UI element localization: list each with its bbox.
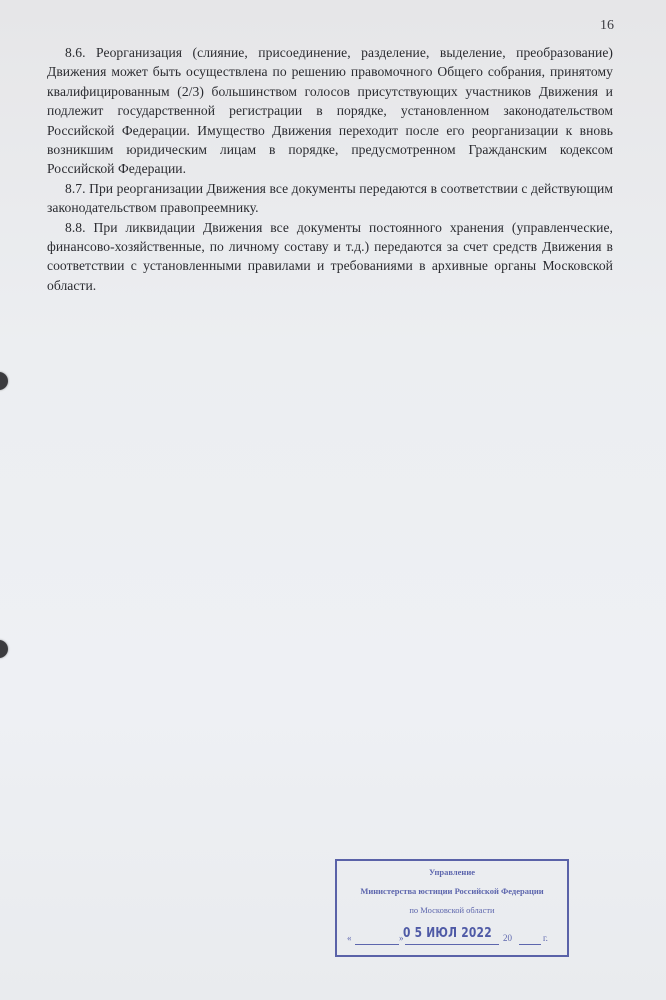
stamp-date-row [345, 927, 559, 947]
stamp-year-underline [519, 944, 541, 945]
document-body [47, 43, 613, 295]
stamp-day-underline [355, 944, 399, 945]
stamp-ministry: Министерства юстиции Российской Федерации [360, 886, 544, 896]
stamp-quote-open: « [347, 933, 352, 943]
stamp-department: Управление [428, 867, 475, 877]
page-number: 16 [600, 18, 614, 33]
stamp-region: по Московской области [409, 905, 495, 915]
paragraph-8-6: 8.6. Реорганизация (слияние, присоединение, разделение, выделение, преобразование) Движения может быть осуществлена по решению правомочного Общего собрания, принятому квалифицированным (2/3) большинством голосов присутствующих участников Движения и подлежит государственной регистрации в порядке, установленном законодательством Российской Федерации. Имущество Движения переходит после его реорганизации к вновь возникшим юридическим лицам в порядке, предусмотренном Гражданским кодексом Российской Федерации. [47, 45, 613, 177]
paragraph-8-8: 8.8. При ликвидации Движения все документы постоянного хранения (управленческие, финансово-хозяйственные, по личному составу и т.д.) передаются за счет средств Движения в соответствии с установленными правилами и требованиями в архивные органы Московской области. [47, 219, 613, 293]
stamp-year-suffix: г. [543, 933, 548, 943]
registration-stamp [335, 859, 569, 957]
stamp-year-prefix: 20 [503, 933, 512, 943]
punch-hole-bottom [0, 640, 8, 658]
stamp-quote-close: » [399, 933, 404, 943]
stamp-month-underline [405, 944, 499, 945]
paragraph-8-7: 8.7. При реорганизации Движения все документы передаются в соответствии с действующим законодательством правопреемнику. [47, 180, 613, 216]
punch-hole-top [0, 372, 8, 390]
stamp-date: 0 5 ИЮЛ 2022 [403, 926, 492, 941]
